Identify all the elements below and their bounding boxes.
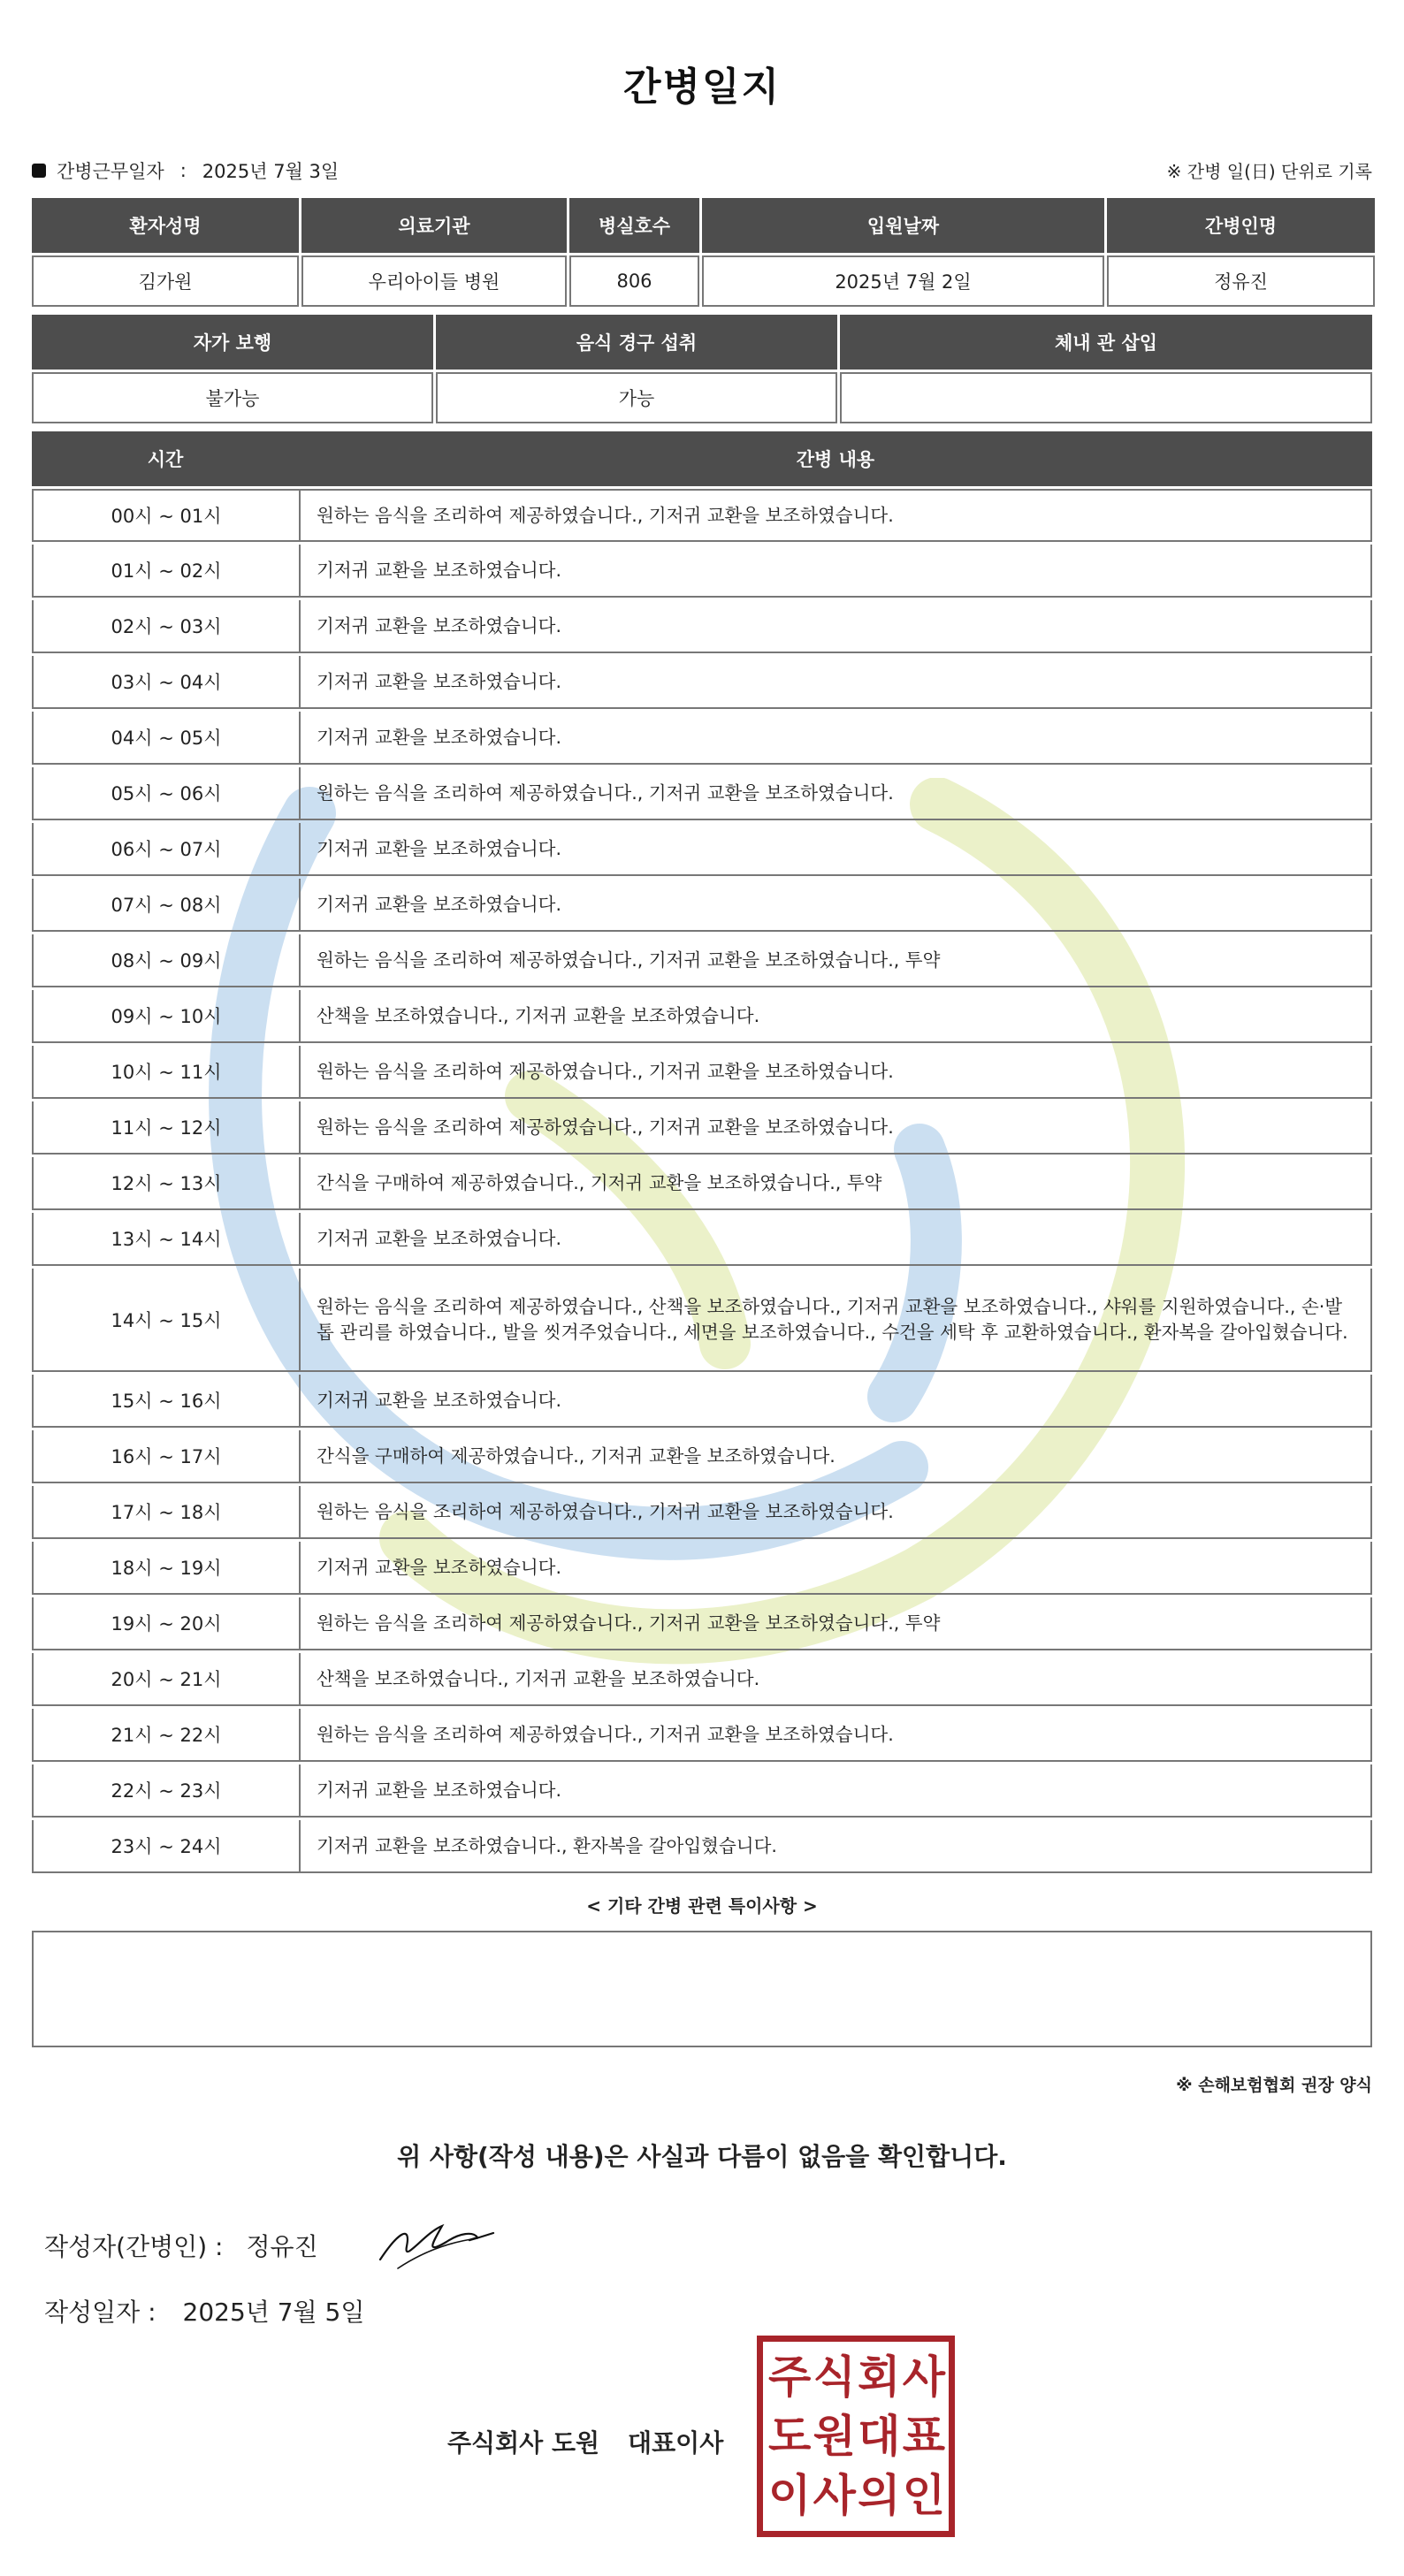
table-row [32,712,1372,765]
care-log-header [32,431,1372,486]
row-content: 원하는 음식을 조리하여 제공하였습니다., 기저귀 교환을 보조하였습니다. [317,1723,894,1745]
row-content: 기저귀 교환을 보조하였습니다. [317,1556,561,1578]
signature-image [371,2206,504,2277]
row-time: 08시 ~ 09시 [34,934,301,986]
row-time: 09시 ~ 10시 [34,990,301,1041]
row-content: 원하는 음식을 조리하여 제공하였습니다., 기저귀 교환을 보조하였습니다. [317,1116,894,1138]
row-time: 07시 ~ 08시 [34,879,301,930]
table-row [32,1709,1372,1762]
table-row [32,934,1372,987]
row-time: 23시 ~ 24시 [34,1820,301,1871]
row-time: 01시 ~ 02시 [34,545,301,596]
written-date-value: 2025년 7월 5일 [182,2298,365,2327]
header-time: 시간 [147,449,184,470]
table-row [32,1157,1372,1210]
row-time: 12시 ~ 13시 [34,1157,301,1208]
row-content: 기저귀 교환을 보조하였습니다. [317,837,561,859]
header-room: 병실호수 [569,198,699,253]
hospital-name: 우리아이들 병원 [301,255,567,307]
header-self-walking: 자가 보행 [32,315,433,370]
row-time: 14시 ~ 15시 [34,1269,301,1370]
written-date-line [44,2293,364,2328]
row-content: 원하는 음식을 조리하여 제공하였습니다., 기저귀 교환을 보조하였습니다. [317,781,894,804]
company-line [447,2424,723,2459]
row-content: 기저귀 교환을 보조하였습니다. [317,614,561,636]
row-content: 기저귀 교환을 보조하였습니다. [317,559,561,581]
table-row [32,1542,1372,1595]
table-row [32,823,1372,876]
row-content: 산책을 보조하였습니다., 기저귀 교환을 보조하였습니다. [317,1004,760,1026]
row-time: 22시 ~ 23시 [34,1764,301,1816]
bullet-icon [32,164,46,178]
row-content: 원하는 음식을 조리하여 제공하였습니다., 기저귀 교환을 보조하였습니다. [317,1500,894,1522]
seal-row: 주 식 회 사 [768,2351,943,2403]
header-admission-date: 입원날짜 [702,198,1104,253]
header-caregiver: 간병인명 [1107,198,1375,253]
company-name: 주식회사 도원 [447,2428,600,2458]
patient-info-table [32,198,1372,307]
row-time: 11시 ~ 12시 [34,1101,301,1153]
seal-row: 도 원 대 표 [768,2410,943,2462]
tube-insertion-value [840,372,1372,423]
row-content: 원하는 음식을 조리하여 제공하였습니다., 기저귀 교환을 보조하였습니다., 투약 [317,1612,941,1634]
care-log-table [32,486,1372,1873]
table-row [32,1430,1372,1483]
table-row [32,1820,1372,1873]
document-title: 간병일지 [622,65,781,110]
table-row [32,879,1372,932]
work-date-separator: : [179,160,187,181]
work-date-line [32,157,339,184]
table-row [32,1764,1372,1818]
table-row [32,1375,1372,1428]
row-time: 10시 ~ 11시 [34,1046,301,1097]
row-content: 원하는 음식을 조리하여 제공하였습니다., 기저귀 교환을 보조하였습니다. [317,1060,894,1082]
row-content: 기저귀 교환을 보조하였습니다. [317,726,561,748]
company-seal [757,2336,955,2537]
caregiver-name: 정유진 [1107,255,1375,307]
header-oral-intake: 음식 경구 섭취 [436,315,837,370]
row-content: 간식을 구매하여 제공하였습니다., 기저귀 교환을 보조하였습니다., 투약 [317,1171,882,1193]
row-time: 06시 ~ 07시 [34,823,301,874]
notes-title: < 기타 간병 관련 특이사항 > [586,1895,818,1917]
oral-intake-value: 가능 [436,372,837,423]
row-time: 18시 ~ 19시 [34,1542,301,1593]
row-time: 15시 ~ 16시 [34,1375,301,1426]
row-time: 04시 ~ 05시 [34,712,301,763]
table-row [32,1486,1372,1539]
table-row [32,1597,1372,1650]
row-content: 기저귀 교환을 보조하였습니다., 환자복을 갈아입혔습니다. [317,1834,777,1856]
row-content: 원하는 음식을 조리하여 제공하였습니다., 기저귀 교환을 보조하였습니다. [317,504,894,526]
seal-row: 이 사 의 인 [768,2469,943,2521]
row-time: 03시 ~ 04시 [34,656,301,707]
row-time: 21시 ~ 22시 [34,1709,301,1760]
header-patient-name: 환자성명 [32,198,299,253]
row-content: 기저귀 교환을 보조하였습니다. [317,1779,561,1801]
table-row [32,489,1372,542]
row-time: 05시 ~ 06시 [34,767,301,819]
form-note: ※ 손해보험협회 권장 양식 [1176,2076,1372,2095]
row-content: 기저귀 교환을 보조하였습니다. [317,893,561,915]
row-content: 원하는 음식을 조리하여 제공하였습니다., 산책을 보조하였습니다., 기저귀 교환을 보조하였습니다., 샤워를 지원하였습니다., 손·발톱 관리를 하였습니다., 발을 씻겨주었습니다., 세면을 보조하였습니다., 수건을 세탁 후 교환하였습니다., 환자복을 갈아입혔습니다. [317,1295,1348,1343]
row-time: 20시 ~ 21시 [34,1653,301,1704]
table-row [32,656,1372,709]
company-title: 대표이사 [628,2428,724,2458]
unit-note: ※ 간병 일(日) 단위로 기록 [1166,161,1372,182]
row-content: 원하는 음식을 조리하여 제공하였습니다., 기저귀 교환을 보조하였습니다., 투약 [317,949,941,971]
writer-name: 정유진 [246,2232,318,2261]
row-content: 산책을 보조하였습니다., 기저귀 교환을 보조하였습니다. [317,1667,760,1689]
row-time: 17시 ~ 18시 [34,1486,301,1537]
table-row [32,1269,1372,1372]
work-date-value: 2025년 7월 3일 [202,161,340,182]
work-date-label: 간병근무일자 [57,161,164,182]
table-row [32,1101,1372,1155]
header-care-content: 간병 내용 [796,449,875,470]
row-time: 19시 ~ 20시 [34,1597,301,1649]
header-tube-insertion: 체내 관 삽입 [840,315,1372,370]
notes-box [32,1931,1372,2047]
row-content: 기저귀 교환을 보조하였습니다. [317,670,561,692]
header-hospital: 의료기관 [301,198,567,253]
row-time: 13시 ~ 14시 [34,1213,301,1264]
table-row [32,600,1372,653]
row-content: 기저귀 교환을 보조하였습니다. [317,1389,561,1411]
confirmation-statement: 위 사항(작성 내용)은 사실과 다름이 없음을 확인합니다. [397,2142,1007,2171]
table-row [32,1213,1372,1266]
writer-label: 작성자(간병인) : [44,2232,224,2261]
table-row [32,545,1372,598]
self-walking-value: 불가능 [32,372,433,423]
writer-line [44,2228,318,2263]
admission-date: 2025년 7월 2일 [702,255,1104,307]
table-row [32,767,1372,820]
row-time: 02시 ~ 03시 [34,600,301,652]
table-row [32,990,1372,1043]
row-time: 00시 ~ 01시 [34,491,301,540]
row-content: 간식을 구매하여 제공하였습니다., 기저귀 교환을 보조하였습니다. [317,1444,836,1467]
row-time: 16시 ~ 17시 [34,1430,301,1482]
patient-status-table [32,315,1372,423]
table-row [32,1653,1372,1706]
room-number: 806 [569,255,699,307]
written-date-label: 작성일자 : [44,2298,156,2327]
table-row [32,1046,1372,1099]
patient-name: 김가원 [32,255,299,307]
row-content: 기저귀 교환을 보조하였습니다. [317,1227,561,1249]
